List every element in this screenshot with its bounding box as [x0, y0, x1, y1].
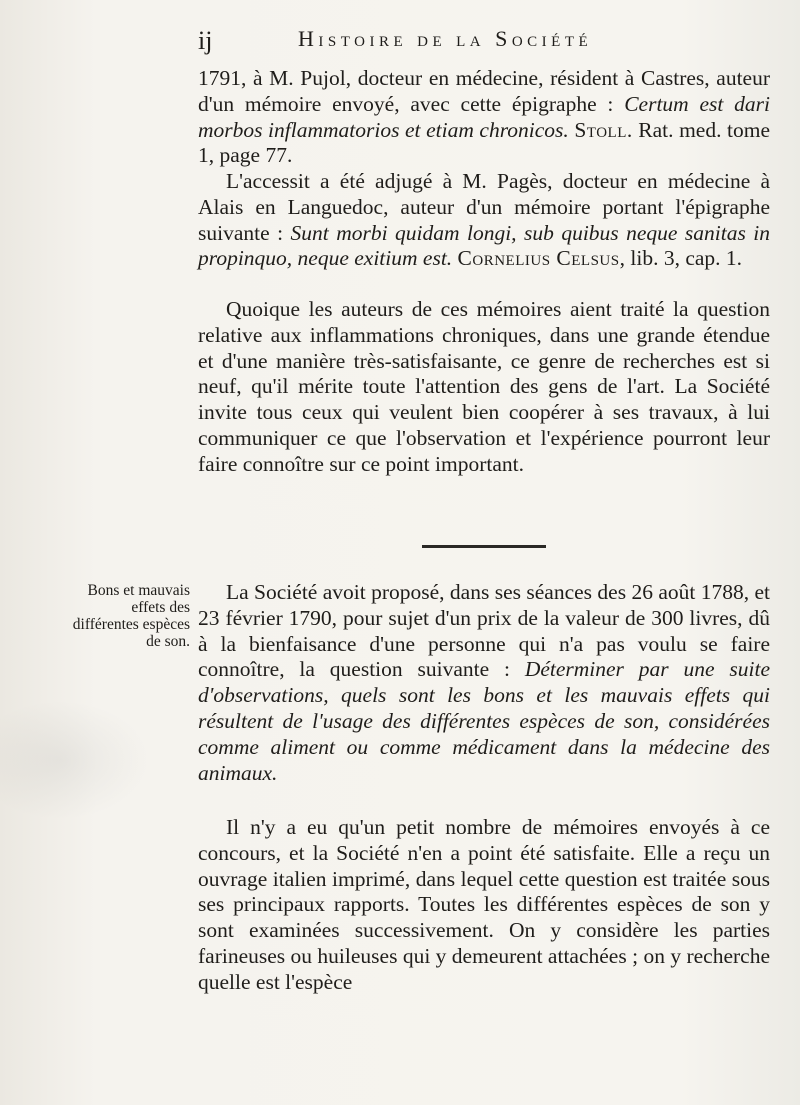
- epigraph: Certum est dari morbos inflammatorios et etiam chronicos.: [198, 91, 770, 142]
- epigraph-author: Stoll.: [574, 117, 633, 142]
- paragraph-accessit: [198, 169, 770, 272]
- page-number: ij: [198, 26, 213, 55]
- epigraph-author: Cornelius Celsus: [457, 246, 620, 271]
- show-through-stain: [0, 700, 150, 820]
- paragraph-text: Il n'y a eu qu'un petit nombre de mémoires envoyés à ce concours, et la Société n'en a point été satisfaite. Elle a reçu un ouvrage italien imprimé, dans lequel cette question est traitée sous ses principaux rapports. Toutes les différentes espèces de son y sont examinées successivement. On y considère les parties farineuses ou huileuses qui y demeurent attachées ; on y recherche quelle est l'espèce: [198, 815, 770, 994]
- paragraph-bran-question: [198, 580, 770, 786]
- paragraph-text: 1791, à M. Pujol, docteur en médecine, résident à Castres, auteur d'un mémoire envoyé, avec cette épigraphe :: [198, 66, 770, 116]
- paragraph-prize-award: [198, 66, 770, 169]
- paragraph-invitation: [198, 297, 770, 478]
- prize-question: Déterminer par une suite d'observations, quels sont les bons et les mauvais effets qui résultent de l'usage des différentes espèces de son, considérées comme aliment ou comme médicament dans la médecine des animaux.: [198, 657, 770, 785]
- paragraph-text: Quoique les auteurs de ces mémoires aient traité la question relative aux inflammations chroniques, dans une grande étendue et d'une manière très-satisfaisante, ce genre de recherches est si neuf, qu'il mérite toute l'attention des gens de l'art. La Société invite tous ceux qui veulent bien coopérer à ses travaux, à lui communiquer ce que l'observation et l'expérience pourront leur faire connoître sur ce point important.: [198, 297, 770, 476]
- section-divider: [422, 545, 546, 548]
- page-header: [198, 18, 770, 58]
- citation: , lib. 3, cap. 1.: [619, 246, 743, 271]
- epigraph: Sunt morbi quidam longi, sub quibus neque sanitas in propinquo, neque exitium est.: [198, 220, 771, 271]
- citation: Rat. med. tome 1, page 77.: [198, 117, 770, 168]
- paragraph-contest-result: [198, 815, 770, 996]
- running-title: Histoire de la Société: [298, 26, 593, 51]
- paragraph-text: La Société avoit proposé, dans ses séances des 26 août 1788, et 23 février 1790, pour sujet d'un prix de la valeur de 300 livres, dû à la bienfaisance d'une personne qui n'a pas voulu se faire connoître, la question suivante :: [198, 580, 770, 682]
- margin-note: Bons et mauvais effets des différentes espèces de son.: [72, 582, 190, 650]
- paragraph-text: L'accessit a été adjugé à M. Pagès, docteur en médecine à Alais en Languedoc, auteur d'un mémoire portant l'épigraphe suivante :: [198, 169, 770, 245]
